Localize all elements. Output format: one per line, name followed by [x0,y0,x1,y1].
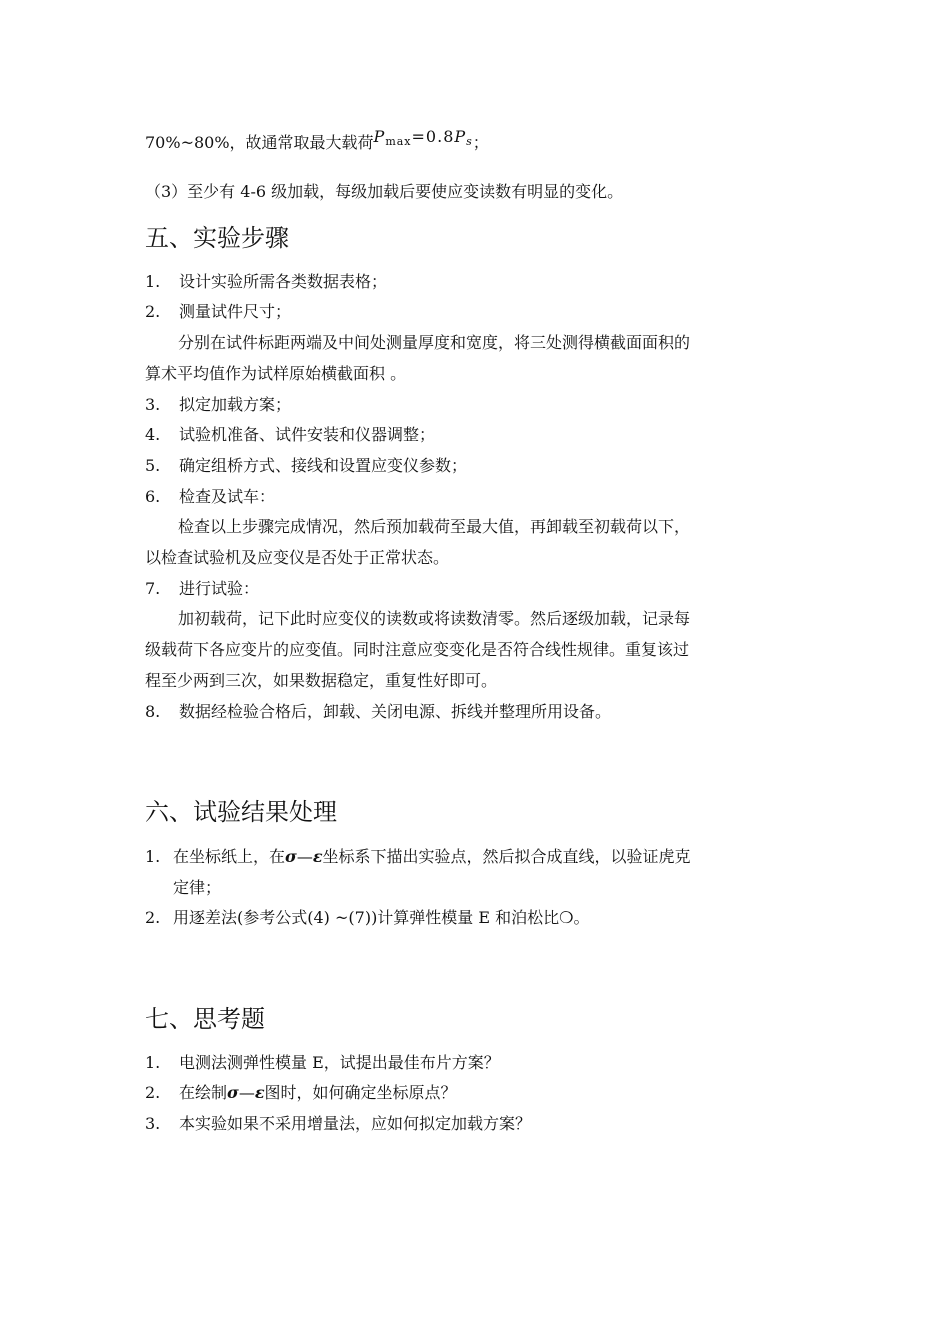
question-3: 3. 本实验如果不采用增量法，应如何拟定加载方案？ [145,1114,532,1133]
dash: — [238,1083,255,1102]
step-8: 8. 数据经检验合格后，卸载、关闭电源、拆线并整理所用设备。 [145,702,612,721]
step-1: 1. 设计实验所需各类数据表格； [145,272,388,291]
step-6-paragraph-line-1: 检查以上步骤完成情况，然后预加载荷至最大值，再卸载至初载荷以下， [178,517,691,536]
step-4: 4. 试验机准备、试件安装和仪器调整； [145,425,436,444]
question-2: 2. 在绘制σ—ε图时，如何确定坐标原点？ [145,1083,457,1102]
step-5: 5. 确定组桥方式、接线和设置应变仪参数； [145,456,468,475]
question-1: 1. 电测法测弹性模量 E，试提出最佳布片方案？ [145,1053,500,1072]
step-2-paragraph-line-1: 分别在试件标距两端及中间处测量厚度和宽度，将三处测得横截面面积的 [178,333,691,352]
step-7-paragraph-line-1: 加初载荷，记下此时应变仪的读数或将读数清零。然后逐级加载，记录每 [178,609,691,628]
step-6-paragraph-line-2: 以检查试验机及应变仪是否处于正常状态。 [145,548,450,567]
epsilon-symbol: ε [254,1083,265,1102]
intro-line-2: （3）至少有 4-6 级加载，每级加载后要使应变读数有明显的变化。 [145,182,624,201]
section-7-title: 七、思考题 [145,1005,265,1033]
sigma-symbol: σ [227,1083,239,1102]
result-item-1: 1. 在坐标纸上，在σ—ε坐标系下描出实验点，然后拟合成直线，以验证虎克 [145,847,691,866]
result-item-1-line-2: 定律； [173,878,222,897]
result-item-2: 2. 用逐差法(参考公式(4) ~(7))计算弹性模量 E 和泊松比❍。 [145,908,590,927]
step-7: 7. 进行试验： [145,579,260,598]
section-5-title: 五、实验步骤 [145,224,289,252]
step-7-paragraph-line-2: 级载荷下各应变片的应变值。同时注意应变变化是否符合线性规律。重复该过 [145,640,690,659]
sigma-symbol: σ [285,847,297,866]
step-2-paragraph-line-2: 算术平均值作为试样原始横截面积 。 [145,364,407,383]
intro-line-1-suffix: ； [472,133,489,152]
intro-line-1-prefix: 70%~80%，故通常取最大载荷 [145,133,374,152]
dash: — [296,847,313,866]
max-load-formula: Pmax=0.8Ps [373,127,473,148]
step-3: 3. 拟定加载方案； [145,395,292,414]
step-2: 2. 测量试件尺寸； [145,302,292,321]
step-7-paragraph-line-3: 程至少两到三次，如果数据稳定，重复性好即可。 [145,671,498,690]
intro-line-1 [145,127,489,155]
epsilon-symbol: ε [312,847,323,866]
section-6-title: 六、试验结果处理 [145,798,337,826]
step-6: 6. 检查及试车： [145,487,276,506]
